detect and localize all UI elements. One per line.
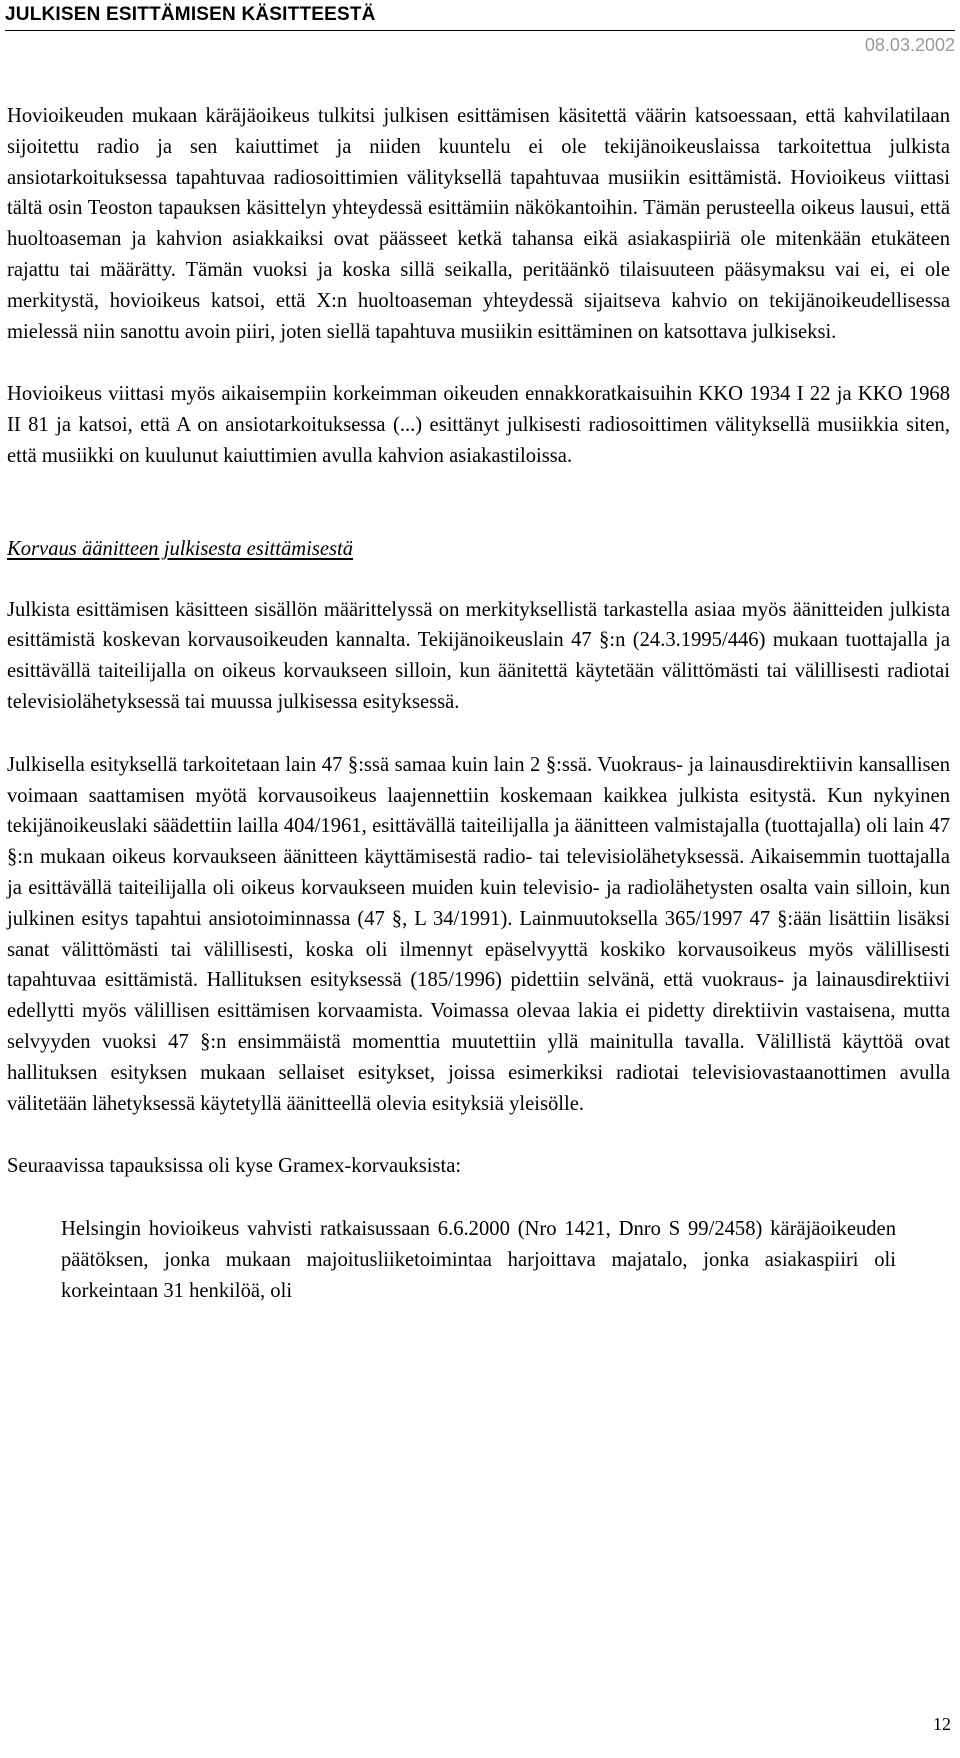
section-heading: Korvaus äänitteen julkisesta esittämisestä bbox=[7, 537, 354, 560]
document-body bbox=[7, 101, 950, 1307]
page-number: 12 bbox=[933, 1714, 951, 1734]
paragraph-case-helsinki: Helsingin hovioikeus vahvisti ratkaisussaan 6.6.2000 (Nro 1421, Dnro S 99/2458) käräjäoikeuden päätöksen, jonka mukaan majoitusliiketoimintaa harjoittava majatalo, jonka asiakaspiiri oli korkeintaan 31 henkilöä, oli bbox=[61, 1218, 896, 1302]
document-title: JULKISEN ESITTÄMISEN KÄSITTEESTÄ bbox=[5, 4, 376, 25]
document-date: 08.03.2002 bbox=[864, 35, 955, 55]
paragraph-legislative-history: Julkisella esityksellä tarkoitetaan lain 47 §:ssä samaa kuin lain 2 §:ssä. Vuokraus- ja lainausdirektiivin kansallisen voimaan saattamisen myötä korvausoikeus laajennettiin koskemaan kaikkea julkista esitystä. Kun nykyinen tekijänoikeuslaki säädettiin lailla 404/1961, esittävällä taiteilijalla ja äänitteen valmistajalla (tuottajalla) oli lain 47 §:n mukaan oikeus korvaukseen äänitteen käyttämisestä radio- tai televisiolähetyksessä. Aikaisemmin tuottajalla ja esittävällä taiteilijalla oli oikeus korvaukseen muiden kuin televisio- ja radiolähetysten osalta vain silloin, kun julkinen esitys tapahtui ansiotoiminnassa (47 §, L 34/1991). Lainmuutoksella 365/1997 47 §:ään lisättiin lisäksi sanat välittömästi tai välillisesti, koska oli ilmennyt epäselvyyttä koskiko korvausoikeus myös välillisesti tapahtuvaa esittämistä. Hallituksen esityksessä (185/1996) pidettiin selvänä, että vuokraus- ja lainausdirektiivi edellytti myös välillisen esittämisen korvaamista. Voimassa olevaa lakia ei pidetty direktiivin vastaisena, mutta selvyyden vuoksi 47 §:n ensimmäistä momenttia muutettiin yllä mainitulla tavalla. Välillistä käyttöä ovat hallituksen esityksen mukaan sellaiset esitykset, joissa esimerkiksi radiotai televisiovastaanottimen avulla välitetään lähetyksessä käytetyllä äänitteellä olevia esityksiä yleisölle. bbox=[7, 753, 950, 1115]
paragraph-court-reasoning: Hovioikeuden mukaan käräjäoikeus tulkitsi julkisen esittämisen käsitettä väärin katsoessaan, että kahvilatilaan sijoitettu radio ja sen kaiuttimet ja niiden kuuntelu ei ole tekijänoikeuslaissa tarkoitettua julkista ansiotarkoituksessa tapahtuvaa radiosoittimien välityksellä tapahtuvaa musiikin esittämistä. Hovioikeus viittasi tältä osin Teoston tapauksen käsittelyn yhteydessä esittämiin näkökantoihin. Tämän perusteella oikeus lausui, että huoltoaseman ja kahvion asiakkaiksi ovat päässeet ketkä tahansa eikä asiakaspiiriä ole mitenkään etukäteen rajattu tai määrätty. Tämän vuoksi ja koska sillä seikalla, peritäänkö tilaisuuteen pääsymaksu vai ei, ei ole merkitystä, hovioikeus katsoi, että X:n huoltoaseman yhteydessä sijaitseva kahvio on tekijänoikeudellisessa mielessä niin sanottu avoin piiri, joten siellä tapahtuva musiikin esittäminen on katsottava julkiseksi. bbox=[7, 105, 950, 343]
paragraph-precedents: Hovioikeus viittasi myös aikaisempiin korkeimman oikeuden ennakkoratkaisuihin KKO 1934 I 22 ja KKO 1968 II 81 ja katsoi, että A on ansiotarkoituksessa (...) esittänyt julkisesti radiosoittimen välityksellä musiikkia siten, että musiikki on kuulunut kaiuttimien avulla kahvion asiakastiloissa. bbox=[7, 383, 950, 467]
header-rule bbox=[5, 30, 955, 31]
paragraph-cases-intro: Seuraavissa tapauksissa oli kyse Gramex-korvauksista: bbox=[7, 1155, 462, 1178]
paragraph-compensation-right: Julkista esittämisen käsitteen sisällön määrittelyssä on merkityksellistä tarkastella asiaa myös äänitteiden julkista esittämistä koskevan korvausoikeuden kannalta. Tekijänoikeuslain 47 §:n (24.3.1995/446) mukaan tuottajalla ja esittävällä taiteilijalla on oikeus korvaukseen silloin, kun äänitettä käytetään välittömästi tai välillisesti radiotai televisiolähetyksessä tai muussa julkisessa esityksessä. bbox=[7, 598, 950, 713]
